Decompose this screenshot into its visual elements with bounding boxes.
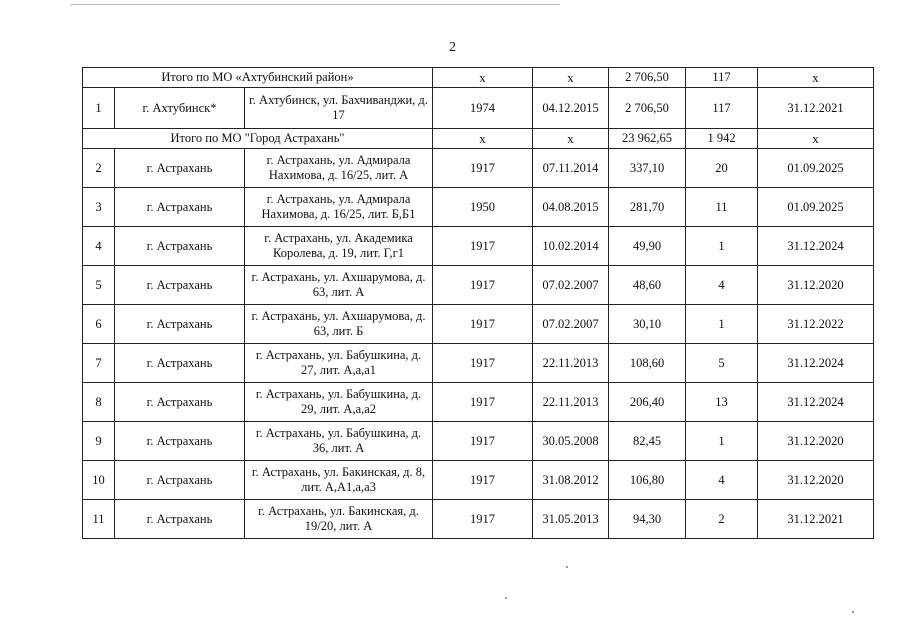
city-cell: г. Астрахань [115,461,245,500]
year-cell: 1917 [433,344,533,383]
address-cell: г. Астрахань, ул. Академика Королева, д. 19, лит. Г,г1 [245,227,433,266]
area-cell: 94,30 [609,500,686,539]
address-cell: г. Астрахань, ул. Бабушкина, д. 27, лит. А,а,а1 [245,344,433,383]
year-cell: х [433,68,533,88]
row-number: 7 [83,344,115,383]
count-cell: 5 [686,344,758,383]
area-cell: 108,60 [609,344,686,383]
area-cell: 82,45 [609,422,686,461]
address-cell: г. Астрахань, ул. Ахшарумова, д. 63, лит. Б [245,305,433,344]
deadline-cell: 31.12.2024 [758,344,874,383]
row-number: 3 [83,188,115,227]
year-cell: 1917 [433,383,533,422]
row-number: 2 [83,149,115,188]
deadline-cell: 31.12.2021 [758,500,874,539]
table-row [83,305,874,344]
city-cell: г. Астрахань [115,149,245,188]
deadline-cell: х [758,129,874,149]
year-cell: 1917 [433,149,533,188]
table-row [83,500,874,539]
city-cell: г. Астрахань [115,500,245,539]
date-cell: 07.02.2007 [533,305,609,344]
area-cell: 30,10 [609,305,686,344]
count-cell: 4 [686,266,758,305]
deadline-cell: 01.09.2025 [758,149,874,188]
table-row [83,344,874,383]
deadline-cell: 31.12.2020 [758,266,874,305]
city-cell: г. Астрахань [115,227,245,266]
table-row [83,461,874,500]
address-cell: г. Астрахань, ул. Адмирала Нахимова, д. 16/25, лит. А [245,149,433,188]
row-number: 11 [83,500,115,539]
count-cell: 4 [686,461,758,500]
area-cell: 49,90 [609,227,686,266]
date-cell: 04.08.2015 [533,188,609,227]
deadline-cell: х [758,68,874,88]
year-cell: 1917 [433,500,533,539]
scan-top-rule [70,4,560,5]
date-cell: х [533,68,609,88]
summary-label: Итого по МО "Город Астрахань" [83,129,433,149]
row-number: 6 [83,305,115,344]
address-cell: г. Астрахань, ул. Бабушкина, д. 36, лит. А [245,422,433,461]
area-cell: 281,70 [609,188,686,227]
area-cell: 2 706,50 [609,68,686,88]
count-cell: 117 [686,68,758,88]
date-cell: 22.11.2013 [533,344,609,383]
year-cell: 1917 [433,305,533,344]
address-cell: г. Астрахань, ул. Ахшарумова, д. 63, лит. А [245,266,433,305]
date-cell: 22.11.2013 [533,383,609,422]
date-cell: 04.12.2015 [533,88,609,129]
deadline-cell: 31.12.2024 [758,227,874,266]
count-cell: 11 [686,188,758,227]
scan-speck [566,566,568,568]
count-cell: 20 [686,149,758,188]
scan-speck [852,611,854,613]
housing-registry-table [82,67,874,539]
deadline-cell: 31.12.2024 [758,383,874,422]
row-number: 5 [83,266,115,305]
table-row [83,149,874,188]
date-cell: 07.11.2014 [533,149,609,188]
year-cell: 1974 [433,88,533,129]
date-cell: 30.05.2008 [533,422,609,461]
area-cell: 2 706,50 [609,88,686,129]
city-cell: г. Астрахань [115,422,245,461]
summary-row [83,129,874,149]
area-cell: 337,10 [609,149,686,188]
date-cell: 31.05.2013 [533,500,609,539]
date-cell: 10.02.2014 [533,227,609,266]
city-cell: г. Астрахань [115,305,245,344]
deadline-cell: 01.09.2025 [758,188,874,227]
date-cell: х [533,129,609,149]
summary-label: Итого по МО «Ахтубинский район» [83,68,433,88]
row-number: 4 [83,227,115,266]
table-row [83,422,874,461]
row-number: 1 [83,88,115,129]
city-cell: г. Астрахань [115,344,245,383]
table-row [83,266,874,305]
city-cell: г. Астрахань [115,188,245,227]
count-cell: 1 [686,422,758,461]
count-cell: 1 942 [686,129,758,149]
row-number: 10 [83,461,115,500]
count-cell: 13 [686,383,758,422]
year-cell: х [433,129,533,149]
summary-row [83,68,874,88]
page-number: 2 [449,40,456,55]
address-cell: г. Ахтубинск, ул. Бахчиванджи, д. 17 [245,88,433,129]
table-row [83,227,874,266]
year-cell: 1917 [433,422,533,461]
year-cell: 1917 [433,266,533,305]
city-cell: г. Астрахань [115,383,245,422]
row-number: 8 [83,383,115,422]
year-cell: 1917 [433,461,533,500]
year-cell: 1950 [433,188,533,227]
count-cell: 117 [686,88,758,129]
deadline-cell: 31.12.2022 [758,305,874,344]
year-cell: 1917 [433,227,533,266]
area-cell: 48,60 [609,266,686,305]
date-cell: 07.02.2007 [533,266,609,305]
table-row [83,383,874,422]
table-row [83,88,874,129]
city-cell: г. Астрахань [115,266,245,305]
table-row [83,188,874,227]
area-cell: 206,40 [609,383,686,422]
address-cell: г. Астрахань, ул. Адмирала Нахимова, д. 16/25, лит. Б,Б1 [245,188,433,227]
address-cell: г. Астрахань, ул. Бабушкина, д. 29, лит. А,а,а2 [245,383,433,422]
row-number: 9 [83,422,115,461]
address-cell: г. Астрахань, ул. Бакинская, д. 19/20, лит. А [245,500,433,539]
address-cell: г. Астрахань, ул. Бакинская, д. 8, лит. А,А1,а,а3 [245,461,433,500]
deadline-cell: 31.12.2020 [758,461,874,500]
count-cell: 1 [686,227,758,266]
scan-speck [505,597,507,599]
city-cell: г. Ахтубинск* [115,88,245,129]
date-cell: 31.08.2012 [533,461,609,500]
count-cell: 2 [686,500,758,539]
table-body [83,68,874,539]
deadline-cell: 31.12.2021 [758,88,874,129]
area-cell: 23 962,65 [609,129,686,149]
count-cell: 1 [686,305,758,344]
area-cell: 106,80 [609,461,686,500]
deadline-cell: 31.12.2020 [758,422,874,461]
